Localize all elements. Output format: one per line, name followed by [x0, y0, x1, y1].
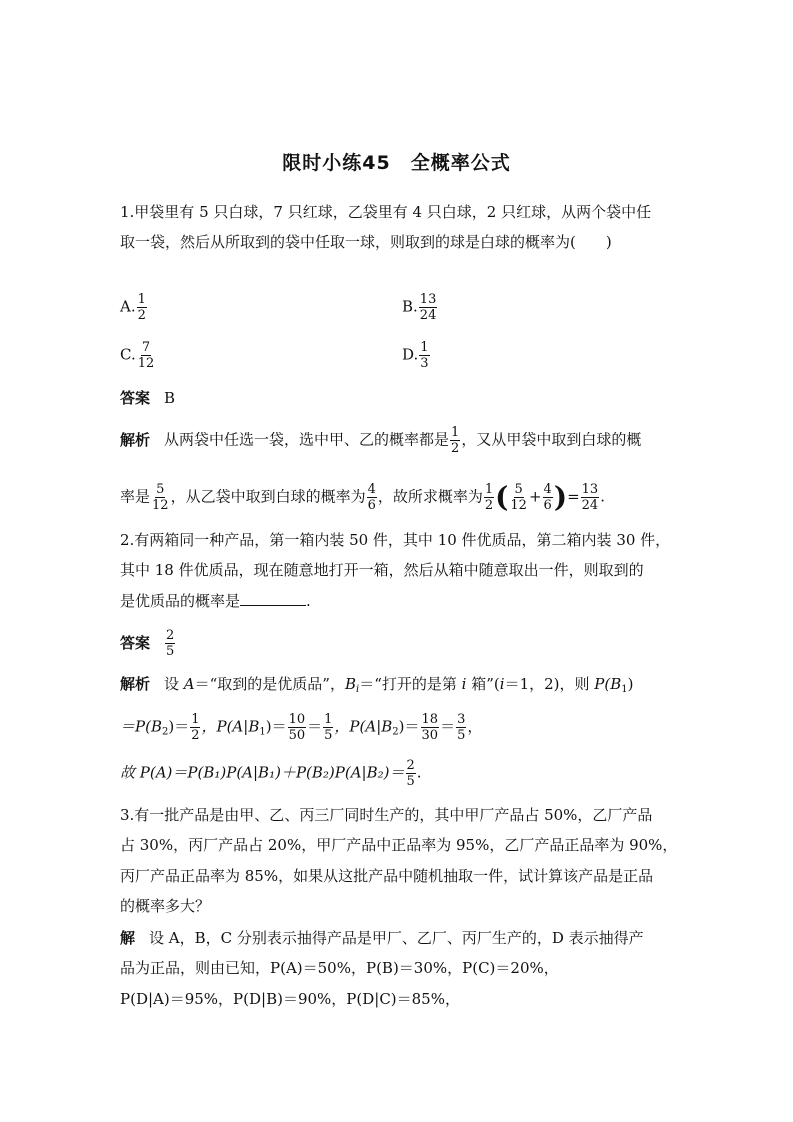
q1-stem-line2: 取一袋，然后从所取到的袋中任取一球，则取到的球是白球的概率为( )	[120, 233, 612, 251]
answer-blank	[240, 591, 306, 606]
q3-stem-line3: 丙厂产品正品率为 85%，如果从这批产品中随机抽取一件，试计算该产品是正品	[120, 867, 654, 885]
answer-label: 答案	[120, 389, 151, 407]
q1-stem-line1: 1.甲袋里有 5 只白球，7 只红球，乙袋里有 4 只白球，2 只红球，从两个袋中任	[120, 203, 652, 221]
q1-option-c	[120, 340, 156, 371]
q2-analysis-line2: $=P(B_2)=$ $\frac{1}{2}$ ，$P(A|B_1)=$ $\frac{10}{50}$ ＝ $\frac{1}{5}$ ，$P(A|B_2)=$ $\frac{18}{30}$ ＝ $\frac{3}{5}$ ，	[120, 712, 483, 743]
option-c-label: C.	[120, 345, 136, 364]
analysis-label: 解析	[120, 430, 151, 449]
answer-label: 答案	[120, 633, 151, 652]
page-title: 限时小练45 全概率公式	[282, 152, 511, 174]
option-a-fraction: $\frac{1}{2}$	[137, 292, 146, 323]
q1-answer	[120, 386, 175, 410]
q1-option-b	[402, 292, 438, 323]
option-d-label: D.	[402, 345, 419, 364]
answer-value: B	[164, 389, 176, 407]
q2-stem-line3: 是优质品的概率是 .	[120, 592, 311, 610]
q3-solution-line3: P(D|A)＝95%，P(D|B)＝90%，P(D|C)＝85%，	[120, 990, 460, 1008]
q2-stem-line1: 2.有两箱同一种产品，第一箱内装 50 件，其中 10 件优质品，第二箱内装 30 件，	[120, 531, 671, 549]
option-b-fraction: $\frac{13}{24}$	[419, 292, 437, 323]
option-b-label: B.	[402, 297, 418, 316]
q2-stem-line2: 其中 18 件优质品，现在随意地打开一箱，然后从箱中随意取出一件，则取到的	[120, 561, 644, 579]
q2-analysis-line3: 故 P(A)＝P(B₁)P(A|B₁)＋P(B₂)P(A|B₂)＝ $\frac{2}{5}$ .	[120, 758, 422, 789]
q1-analysis-line2: 率是 $\frac{5}{12}$ ，从乙袋中取到白球的概率为 $\frac{4}{6}$ ，故所求概率为 $\frac{1}{2}$ ( $\frac{5}{12}$ + $\frac{4}{6}$ )= $\frac{13}{24}$ .	[120, 480, 605, 514]
q3-solution-line1: 解 设 A，B，C 分别表示抽得产品是甲厂、乙厂、丙厂生产的，D 表示抽得产	[120, 929, 644, 947]
answer-fraction: $\frac{2}{5}$	[166, 628, 175, 659]
option-c-fraction: $\frac{7}{12}$	[137, 340, 155, 371]
q3-solution-line2: 品为正品，则由已知，P(A)＝50%，P(B)＝30%，P(C)＝20%，	[120, 959, 559, 977]
q2-answer	[120, 628, 176, 659]
q1-option-d	[402, 340, 431, 371]
q3-stem-line1: 3.有一批产品是由甲、乙、丙三厂同时生产的，其中甲厂产品占 50%，乙厂产品	[120, 806, 653, 824]
q3-stem-line4: 的概率多大？	[120, 897, 211, 915]
analysis-label: 解析	[120, 675, 151, 693]
q1-analysis-line1: 解析 从两袋中任选一袋，选中甲、乙的概率都是 $\frac{1}{2}$ ，又从甲袋中取到白球的概	[120, 425, 642, 456]
q1-option-a	[120, 292, 148, 323]
option-d-fraction: $\frac{1}{3}$	[420, 340, 429, 371]
solution-label: 解	[120, 929, 136, 947]
option-a-label: A.	[120, 297, 136, 316]
q3-stem-line2: 占 30%，丙厂产品占 20%，甲厂产品中正品率为 95%，乙厂产品正品率为 90%，	[120, 836, 678, 854]
q2-analysis-line1: 解析 设 A＝“取到的是优质品”，$B_i=“$打开的是第 i 箱”(i＝1，2)，则 $P(B_1)$	[120, 675, 634, 695]
